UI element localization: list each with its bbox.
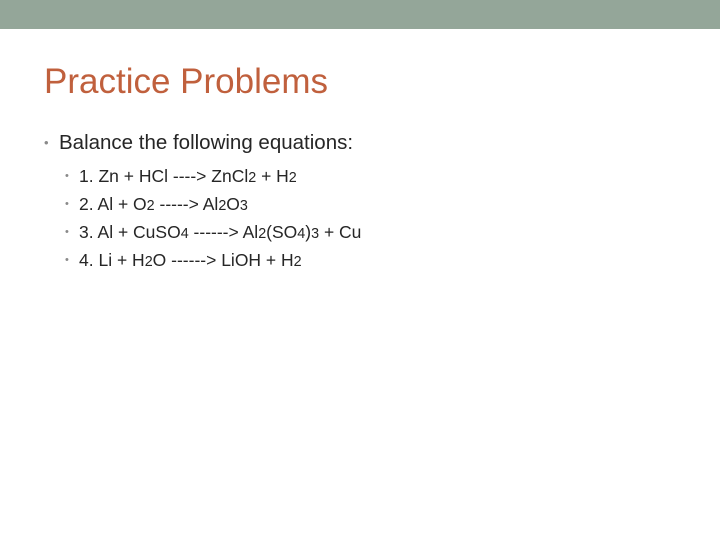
equation-number: 1. <box>79 166 94 186</box>
equation-item-1 <box>65 164 297 190</box>
bullet-dot-icon: • <box>65 170 69 182</box>
equation-subscript: 4 <box>297 226 306 242</box>
equation-segment: O ------> LiOH + H <box>152 250 294 270</box>
equation-segment: -----> Al <box>154 194 219 214</box>
equation-text <box>98 194 248 214</box>
equation-number: 4. <box>79 250 94 270</box>
bullet-dot-icon: • <box>44 135 49 150</box>
equation-subscript: 2 <box>288 170 297 186</box>
equation-segment: Al + O <box>97 194 147 214</box>
equation-item-3 <box>65 220 362 246</box>
bullet-instruction <box>44 128 354 158</box>
equation-segment: + Cu <box>319 222 362 242</box>
bullet-dot-icon: • <box>65 226 69 238</box>
equation-segment: + H <box>256 166 289 186</box>
equation-subscript: 3 <box>239 198 248 214</box>
equation-segment: ------> Al <box>188 222 259 242</box>
slide-title: Practice Problems <box>44 62 328 101</box>
equation-text <box>98 222 362 242</box>
equation-subscript: 4 <box>180 226 189 242</box>
equation-subscript: 2 <box>258 226 267 242</box>
equation-item-2 <box>65 192 248 218</box>
equation-segment: O <box>226 194 240 214</box>
equation-segment: Zn + HCl ----> ZnCl <box>98 166 249 186</box>
equation-number: 3. <box>79 222 94 242</box>
instruction-text: Balance the following equations: <box>59 131 354 154</box>
equation-subscript: 2 <box>146 198 155 214</box>
equation-subscript: 3 <box>311 226 320 242</box>
equation-segment: Al + CuSO <box>97 222 181 242</box>
bullet-dot-icon: • <box>65 254 69 266</box>
equation-subscript: 2 <box>144 254 153 270</box>
equation-text <box>98 250 301 270</box>
top-accent-bar <box>0 0 720 29</box>
equation-item-4 <box>65 248 302 274</box>
equation-segment: ) <box>305 222 312 242</box>
equation-subscript: 2 <box>248 170 257 186</box>
equation-subscript: 2 <box>293 254 302 270</box>
equation-segment: (SO <box>266 222 298 242</box>
equation-subscript: 2 <box>218 198 227 214</box>
equation-text <box>98 166 296 186</box>
equation-segment: Li + H <box>98 250 145 270</box>
bullet-dot-icon: • <box>65 198 69 210</box>
equation-number: 2. <box>79 194 94 214</box>
